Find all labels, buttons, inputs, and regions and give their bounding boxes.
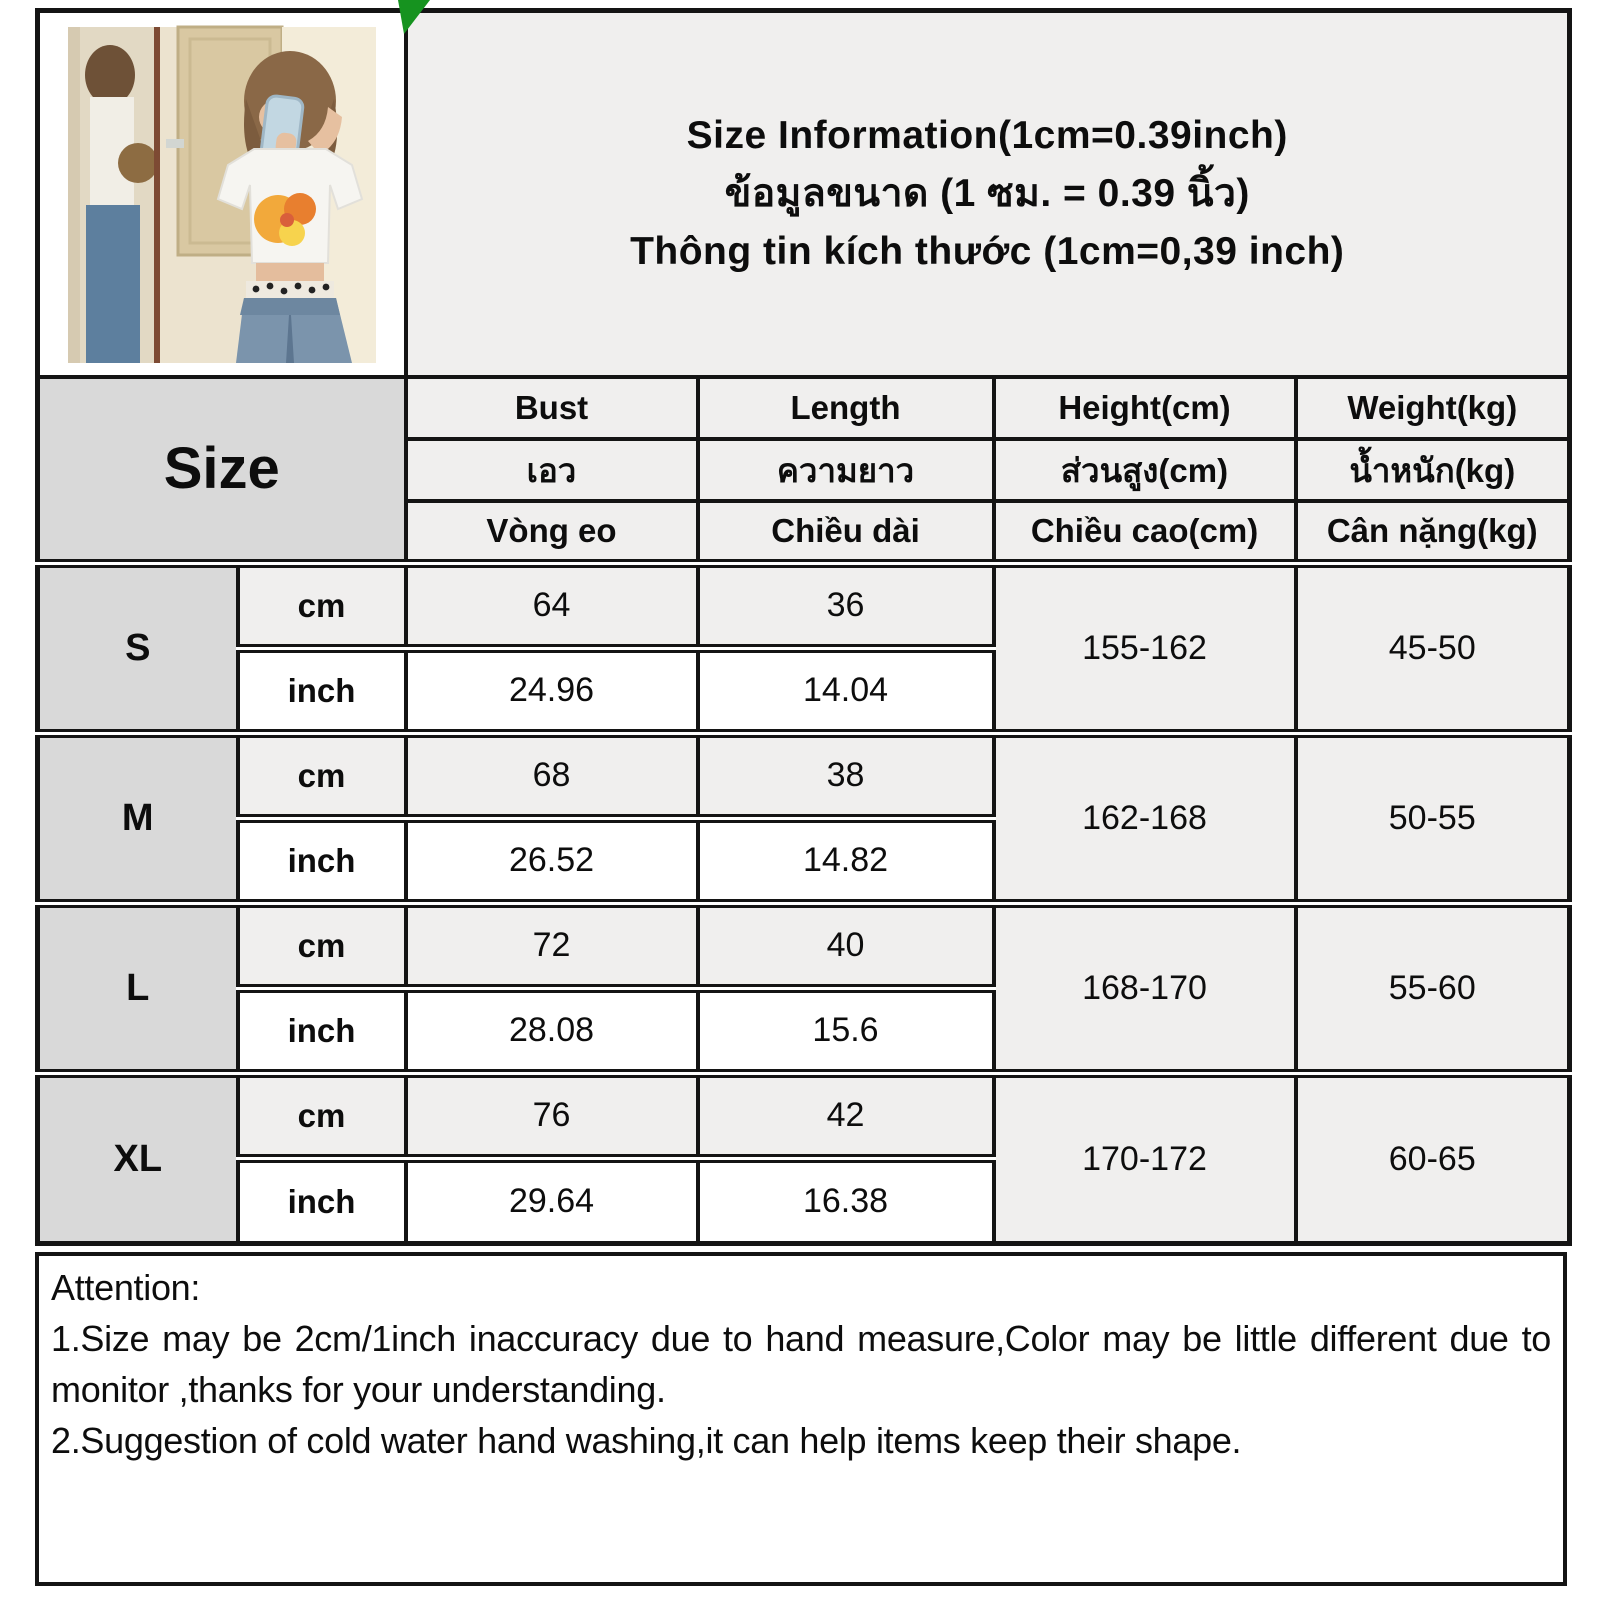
unit-inch: inch (238, 648, 406, 733)
xl-bust-cm: 76 (406, 1073, 698, 1158)
col-header-weight-th: น้ำหนัก(kg) (1296, 439, 1570, 501)
l-length-cm: 40 (698, 903, 994, 988)
col-header-length-th: ความยาว (698, 439, 994, 501)
l-height: 168-170 (994, 903, 1296, 1073)
unit-inch: inch (238, 1158, 406, 1243)
col-header-weight-en: Weight(kg) (1296, 377, 1570, 439)
title-english: Size Information(1cm=0.39inch) (686, 114, 1288, 157)
col-header-length-vi: Chiều dài (698, 501, 994, 563)
attention-note-2: 2.Suggestion of cold water hand washing,it can help items keep their shape. (51, 1419, 1242, 1461)
size-chart-sheet (35, 8, 1567, 1586)
col-header-height-th: ส่วนสูง(cm) (994, 439, 1296, 501)
s-bust-inch: 24.96 (406, 648, 698, 733)
unit-cm: cm (238, 563, 406, 648)
xl-height: 170-172 (994, 1073, 1296, 1243)
product-photo (40, 13, 404, 375)
unit-cm: cm (238, 903, 406, 988)
green-corner-flag-icon (398, 0, 432, 36)
xl-length-inch: 16.38 (698, 1158, 994, 1243)
col-header-height-en: Height(cm) (994, 377, 1296, 439)
col-header-bust-th: เอว (406, 439, 698, 501)
s-height: 155-162 (994, 563, 1296, 733)
size-label-l: L (38, 903, 238, 1073)
m-weight: 50-55 (1296, 733, 1570, 903)
s-length-cm: 36 (698, 563, 994, 648)
title-vietnamese: Thông tin kích thước (1cm=0,39 inch) (630, 230, 1345, 273)
l-weight: 55-60 (1296, 903, 1570, 1073)
col-header-bust-en: Bust (406, 377, 698, 439)
xl-weight: 60-65 (1296, 1073, 1570, 1243)
m-bust-inch: 26.52 (406, 818, 698, 903)
col-header-height-vi: Chiều cao(cm) (994, 501, 1296, 563)
size-info-title-cell (406, 11, 1570, 378)
m-length-cm: 38 (698, 733, 994, 818)
attention-heading: Attention: (51, 1266, 201, 1308)
m-height: 162-168 (994, 733, 1296, 903)
title-thai: ข้อมูลขนาด (1 ซม. = 0.39 นิ้ว) (724, 172, 1250, 215)
l-bust-inch: 28.08 (406, 988, 698, 1073)
unit-inch: inch (238, 988, 406, 1073)
size-label-m: M (38, 733, 238, 903)
col-header-length-en: Length (698, 377, 994, 439)
s-bust-cm: 64 (406, 563, 698, 648)
l-length-inch: 15.6 (698, 988, 994, 1073)
col-header-bust-vi: Vòng eo (406, 501, 698, 563)
xl-bust-inch: 29.64 (406, 1158, 698, 1243)
s-length-inch: 14.04 (698, 648, 994, 733)
product-photo-cell (38, 11, 406, 378)
unit-cm: cm (238, 1073, 406, 1158)
l-bust-cm: 72 (406, 903, 698, 988)
xl-length-cm: 42 (698, 1073, 994, 1158)
attention-box (35, 1252, 1567, 1586)
m-length-inch: 14.82 (698, 818, 994, 903)
s-weight: 45-50 (1296, 563, 1570, 733)
unit-cm: cm (238, 733, 406, 818)
m-bust-cm: 68 (406, 733, 698, 818)
size-header: Size (38, 377, 406, 563)
size-label-s: S (38, 563, 238, 733)
attention-note-1: 1.Size may be 2cm/1inch inaccuracy due to hand measure,Color may be little different due to monitor ,thanks for your understanding. (51, 1317, 1551, 1410)
size-label-xl: XL (38, 1073, 238, 1243)
size-table (35, 8, 1572, 1246)
unit-inch: inch (238, 818, 406, 903)
col-header-weight-vi: Cân nặng(kg) (1296, 501, 1570, 563)
